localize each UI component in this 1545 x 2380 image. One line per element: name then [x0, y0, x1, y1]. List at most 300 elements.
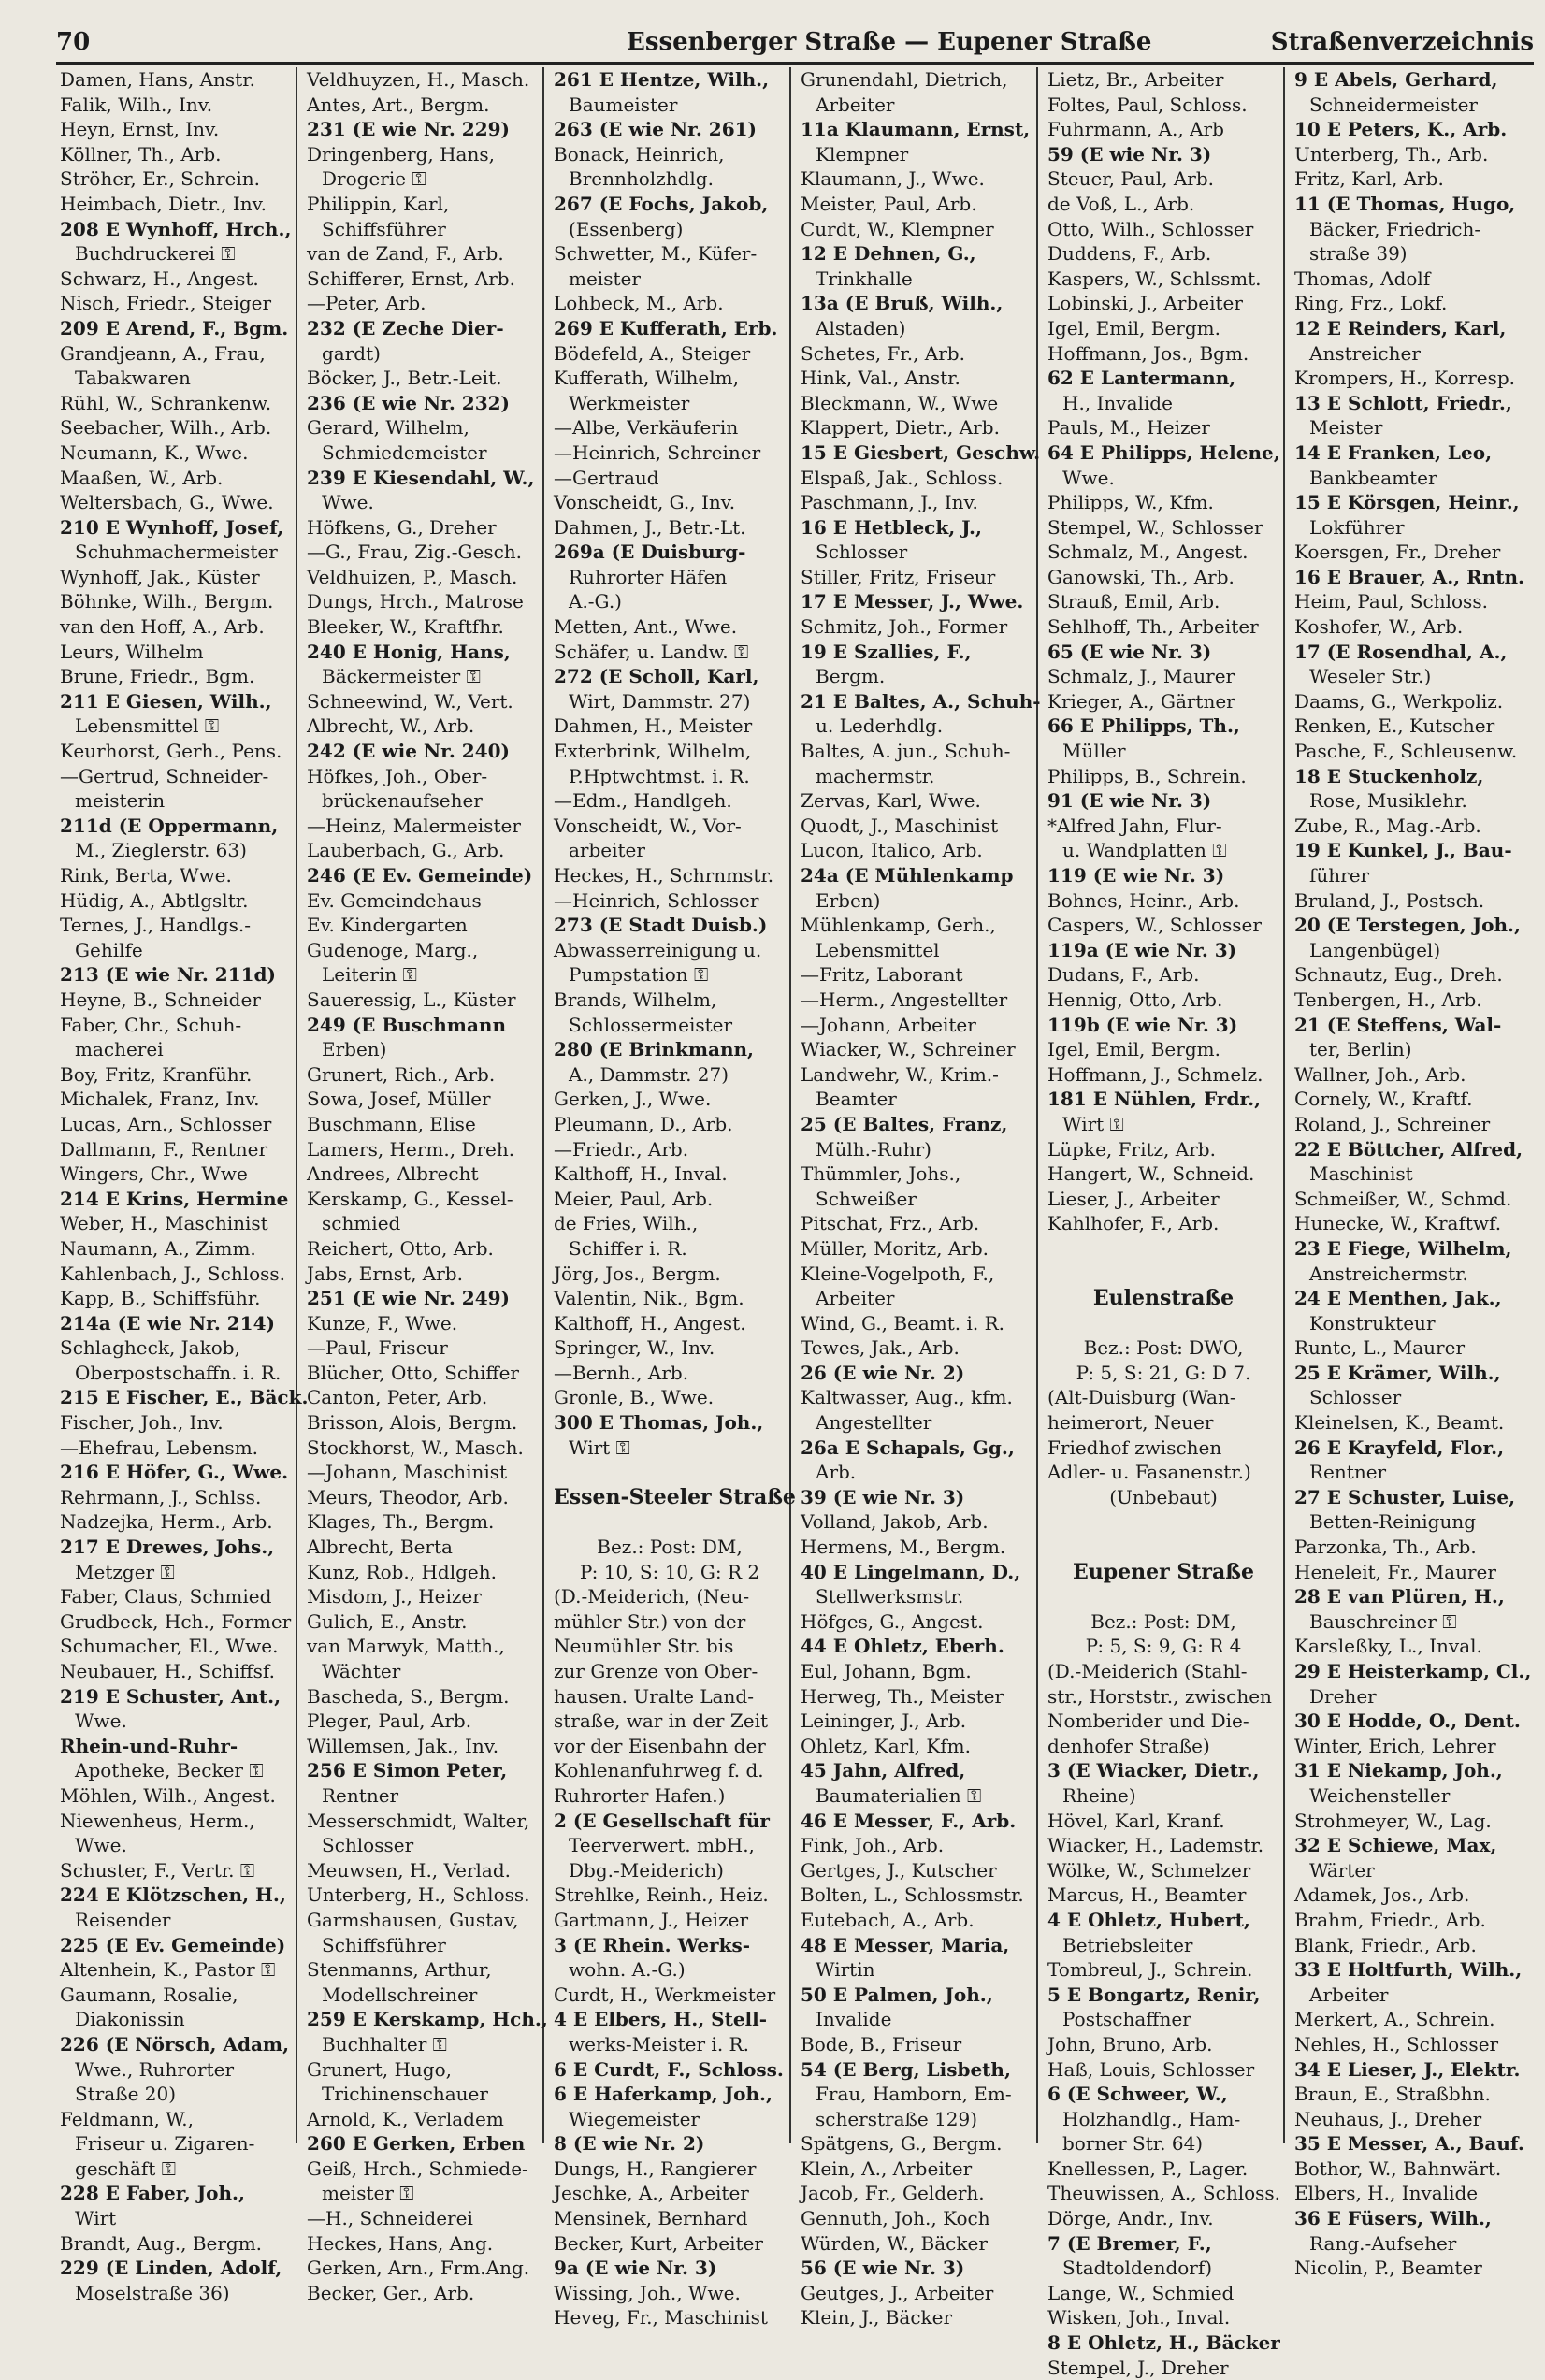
directory-line: Heneleit, Fr., Maurer: [1294, 1560, 1496, 1583]
directory-line: 8 (E wie Nr. 2): [554, 2132, 705, 2156]
directory-line: John, Bruno, Arb.: [1047, 2032, 1213, 2055]
directory-line: Andrees, Albrecht: [307, 1162, 479, 1186]
directory-line: Tombreul, J., Schrein.: [1047, 1958, 1253, 1982]
directory-line: Lokführer: [1309, 515, 1405, 539]
directory-line: Schmalz, M., Angest.: [1047, 541, 1249, 564]
directory-line: Ohletz, Karl, Kfm.: [801, 1734, 972, 1757]
directory-line: Bez.: Post: DM,: [1090, 1609, 1236, 1633]
directory-line: Langenbügel): [1309, 938, 1441, 961]
directory-line: Ruhrorter Hafen.): [554, 1783, 726, 1807]
directory-line: Blank, Friedr., Arb.: [1294, 1933, 1477, 1956]
directory-line: [554, 1460, 786, 1485]
directory-line: Heyne, B., Schneider: [60, 988, 261, 1011]
directory-line: 16 E Brauer, A., Rntn.: [1294, 565, 1524, 588]
directory-line: Kahlhofer, F., Arb.: [1047, 1212, 1220, 1235]
directory-line: Heimbach, Dietr., Inv.: [60, 192, 267, 215]
street-heading: Essen-Steeler Straße: [554, 1484, 796, 1509]
directory-line: Ev. Gemeindehaus: [307, 888, 482, 912]
directory-line: Meier, Paul, Arb.: [554, 1187, 714, 1210]
directory-line: Dringenberg, Hans,: [307, 142, 495, 166]
directory-line: Albrecht, Berta: [307, 1536, 453, 1559]
directory-line: —Ehefrau, Lebensm.: [60, 1435, 259, 1459]
directory-line: Albrecht, W., Arb.: [307, 714, 475, 738]
directory-line: Quodt, J., Maschinist: [801, 814, 999, 837]
directory-line: (Alt-Duisburg (Wan-: [1047, 1386, 1236, 1409]
directory-line: [1047, 1509, 1279, 1535]
directory-line: —Edm., Handlgeh.: [554, 789, 732, 813]
directory-line: Pleger, Paul, Arb.: [307, 1709, 472, 1733]
directory-line: Hangert, W., Schneid.: [1047, 1162, 1255, 1186]
directory-line: 31 E Niekamp, Joh.,: [1294, 1759, 1503, 1782]
directory-line: Exterbrink, Wilhelm,: [554, 740, 752, 763]
directory-line: Brisson, Alois, Bergm.: [307, 1411, 518, 1435]
directory-line: Wind, G., Beamt. i. R.: [801, 1311, 1005, 1334]
directory-line: 208 E Wynhoff, Hrch.,: [60, 217, 292, 240]
directory-line: Dahmen, H., Meister: [554, 714, 753, 738]
directory-line: Feldmann, W.,: [60, 2107, 194, 2130]
directory-line: [1047, 1262, 1279, 1287]
directory-line: 213 (E wie Nr. 211d): [60, 963, 276, 987]
directory-line: Niewenheus, Herm.,: [60, 1809, 255, 1832]
directory-line: Naumann, A., Zimm.: [60, 1236, 256, 1260]
directory-line: Elbers, H., Invalide: [1294, 2182, 1479, 2205]
directory-line: 300 E Thomas, Joh.,: [554, 1411, 764, 1435]
directory-line: Haß, Louis, Schlosser: [1047, 2057, 1255, 2081]
directory-line: 242 (E wie Nr. 240): [307, 740, 511, 763]
directory-line: 6 E Haferkamp, Joh.,: [554, 2083, 772, 2106]
directory-line: Bauschreiner ⚿: [1309, 1609, 1457, 1633]
directory-line: Ganowski, Th., Arb.: [1047, 565, 1235, 588]
directory-line: Bez.: Post: DWO,: [1083, 1336, 1244, 1360]
directory-line: Ruhrorter Häfen: [569, 565, 728, 588]
directory-line: Alstaden): [816, 316, 906, 339]
directory-line: Hoffmann, Jos., Bgm.: [1047, 341, 1249, 365]
directory-line: Metzger ⚿: [75, 1560, 175, 1583]
directory-line: 18 E Stuckenholz,: [1294, 764, 1484, 787]
directory-line: 20 (E Terstegen, Joh.,: [1294, 914, 1521, 937]
directory-line: 64 E Philipps, Helene,: [1047, 440, 1280, 464]
directory-line: scherstraße 129): [816, 2107, 978, 2130]
directory-line: Schiffer i. R.: [569, 1236, 687, 1260]
directory-line: 181 E Nühlen, Frdr.,: [1047, 1088, 1262, 1111]
directory-line: Buchhalter ⚿: [322, 2032, 447, 2055]
directory-line: Buchdruckerei ⚿: [75, 242, 236, 266]
directory-line: Wiacker, W., Schreiner: [801, 1038, 1016, 1061]
directory-line: Klein, J., Bäcker: [801, 2306, 953, 2330]
directory-line: schmied: [322, 1212, 401, 1235]
directory-line: 21 E Baltes, A., Schuh-: [801, 689, 1041, 713]
directory-line: Rühl, W., Schrankenw.: [60, 391, 272, 414]
directory-line: Kunz, Rob., Hdlgeh.: [307, 1560, 498, 1583]
directory-line: Koersgen, Fr., Dreher: [1294, 541, 1501, 564]
directory-line: 39 (E wie Nr. 3): [801, 1485, 965, 1508]
directory-line: Ternes, J., Handlgs.-: [60, 914, 252, 937]
directory-line: Bödefeld, A., Steiger: [554, 341, 751, 365]
directory-line: str., Horststr., zwischen: [1047, 1684, 1272, 1708]
directory-line: 14 E Franken, Leo,: [1294, 440, 1493, 464]
directory-line: Philippin, Karl,: [307, 192, 450, 215]
directory-line: Schiffsführer: [322, 1933, 446, 1956]
directory-line: Philipps, B., Schrein.: [1047, 764, 1247, 787]
directory-line: Klempner: [816, 142, 909, 166]
directory-line: Grandjeann, A., Frau,: [60, 341, 266, 365]
directory-line: Beamter: [816, 1088, 897, 1111]
directory-line: Schmitz, Joh., Former: [801, 615, 1008, 639]
directory-line: Reisender: [75, 1908, 171, 1931]
directory-line: Arb.: [816, 1461, 857, 1484]
directory-line: Stempel, W., Schlosser: [1047, 515, 1263, 539]
directory-line: Veldhuizen, P., Masch.: [307, 565, 518, 588]
directory-line: Gronle, B., Wwe.: [554, 1386, 715, 1409]
directory-line: 24a (E Mühlenkamp: [801, 864, 1014, 887]
directory-line: 214a (E wie Nr. 214): [60, 1311, 275, 1334]
directory-line: Kohlenanfuhrweg f. d.: [554, 1759, 764, 1782]
directory-line: Arbeiter: [816, 93, 895, 116]
directory-line: —Herm., Angestellter: [801, 988, 1008, 1011]
directory-line: —Johann, Arbeiter: [801, 1013, 976, 1036]
directory-line: Arbeiter: [1309, 1983, 1389, 2006]
directory-line: Ströher, Er., Schrein.: [60, 167, 260, 191]
directory-line: Tewes, Jak., Arb.: [801, 1336, 960, 1360]
directory-line: Duddens, F., Arb.: [1047, 242, 1212, 266]
directory-line: Lietz, Br., Arbeiter: [1047, 68, 1224, 91]
directory-line: Dallmann, F., Rentner: [60, 1137, 268, 1161]
directory-line: 236 (E wie Nr. 232): [307, 391, 511, 414]
directory-line: 34 E Lieser, J., Elektr.: [1294, 2057, 1521, 2081]
directory-line: Weseler Str.): [1309, 665, 1432, 688]
directory-line: 231 (E wie Nr. 229): [307, 118, 511, 141]
directory-line: führer: [1309, 864, 1370, 887]
directory-line: Schuhmachermeister: [75, 541, 278, 564]
directory-line: 251 (E wie Nr. 249): [307, 1287, 511, 1310]
directory-line: M., Zieglerstr. 63): [75, 839, 247, 862]
directory-line: Böcker, J., Betr.-Leit.: [307, 367, 502, 390]
directory-line: P.Hptwchtmst. i. R.: [569, 764, 750, 787]
directory-line: Mensinek, Bernhard: [554, 2207, 748, 2230]
directory-line: Jacob, Fr., Gelderh.: [801, 2182, 985, 2205]
directory-line: Garmshausen, Gustav,: [307, 1908, 519, 1931]
directory-line: Meurs, Theodor, Arb.: [307, 1485, 509, 1508]
directory-line: 4 E Elbers, H., Stell-: [554, 2008, 768, 2031]
directory-line: Vonscheidt, W., Vor-: [554, 814, 742, 837]
directory-line: Dudans, F., Arb.: [1047, 963, 1200, 987]
directory-line: Zervas, Karl, Wwe.: [801, 789, 981, 813]
directory-line: Weber, H., Maschinist: [60, 1212, 268, 1235]
directory-line: Grunert, Rich., Arb.: [307, 1062, 496, 1086]
directory-line: u. Wandplatten ⚿: [1062, 839, 1227, 862]
directory-line: Kaspers, W., Schlssmt.: [1047, 267, 1262, 290]
directory-line: —Heinrich, Schreiner: [554, 440, 761, 464]
directory-line: Gaumann, Rosalie,: [60, 1983, 238, 2006]
directory-line: Roland, J., Schreiner: [1294, 1112, 1491, 1135]
directory-line: Neubauer, H., Schiffsf.: [60, 1660, 275, 1682]
directory-line: Schweißer: [816, 1187, 917, 1210]
directory-line: [1047, 1311, 1279, 1336]
directory-line: Wirt: [75, 2207, 117, 2230]
directory-line: Kahlenbach, J., Schloss.: [60, 1262, 286, 1285]
directory-line: Wwe.: [1062, 466, 1115, 489]
directory-line: Böhnke, Wilh., Bergm.: [60, 590, 274, 613]
directory-line: Vonscheidt, G., Inv.: [554, 491, 736, 514]
directory-line: Buschmann, Elise: [307, 1112, 476, 1135]
directory-line: Saueressig, L., Küster: [307, 988, 516, 1011]
directory-line: Kleine-Vogelpoth, F.,: [801, 1262, 995, 1285]
directory-line: Sehlhoff, Th., Arbeiter: [1047, 615, 1259, 639]
directory-line: Mülh.-Ruhr): [816, 1137, 931, 1161]
directory-line: Rose, Musiklehr.: [1309, 789, 1467, 813]
directory-line: 8 E Ohletz, H., Bäcker: [1047, 2331, 1280, 2355]
directory-line: Curdt, W., Klempner: [801, 217, 994, 240]
directory-line: 66 E Philipps, Th.,: [1047, 714, 1240, 738]
directory-line: Tabakwaren: [75, 367, 191, 390]
directory-line: 26 (E wie Nr. 2): [801, 1361, 965, 1384]
directory-line: 256 E Simon Peter,: [307, 1759, 508, 1782]
directory-line: Neuhaus, J., Dreher: [1294, 2107, 1482, 2130]
directory-line: Angestellter: [816, 1411, 932, 1435]
directory-line: macherei: [75, 1038, 164, 1061]
directory-line: 15 E Körsgen, Heinr.,: [1294, 491, 1520, 514]
directory-line: Bez.: Post: DM,: [597, 1536, 743, 1559]
directory-line: 17 (E Rosendhal, A.,: [1294, 640, 1508, 663]
directory-line: Wissing, Joh., Wwe.: [554, 2281, 741, 2304]
directory-line: 50 E Palmen, Joh.,: [801, 1983, 993, 2006]
directory-line: wohn. A.-G.): [569, 1958, 686, 1982]
directory-line: —Bernh., Arb.: [554, 1361, 689, 1384]
directory-line: Faber, Chr., Schuh-: [60, 1013, 242, 1036]
directory-line: Landwehr, W., Krim.-: [801, 1062, 999, 1086]
directory-line: Renken, E., Kutscher: [1294, 714, 1495, 738]
directory-line: 13a (E Bruß, Wilh.,: [801, 292, 1004, 315]
directory-line: Merkert, A., Schrein.: [1294, 2008, 1495, 2031]
directory-line: Schneidermeister: [1309, 93, 1478, 116]
directory-line: Schuster, F., Vertr. ⚿: [60, 1858, 255, 1882]
directory-line: 239 E Kiesendahl, W.,: [307, 466, 535, 489]
directory-line: Leiterin ⚿: [322, 963, 417, 987]
directory-line: 119b (E wie Nr. 3): [1047, 1013, 1238, 1036]
directory-line: Ev. Kindergarten: [307, 914, 468, 937]
directory-line: Strehlke, Reinh., Heiz.: [554, 1883, 769, 1907]
directory-line: u. Lederhdlg.: [816, 714, 944, 738]
directory-line: 54 (E Berg, Lisbeth,: [801, 2057, 1011, 2081]
directory-line: Philipps, W., Kfm.: [1047, 491, 1214, 514]
directory-line: Schlosser: [816, 541, 908, 564]
directory-line: Betriebsleiter: [1062, 1933, 1193, 1956]
directory-line: —Albe, Verkäuferin: [554, 416, 739, 440]
directory-line: Neumann, K., Wwe.: [60, 440, 249, 464]
directory-line: Messerschmidt, Walter,: [307, 1809, 530, 1832]
directory-line: Cornely, W., Kraftf.: [1294, 1088, 1473, 1111]
directory-line: Holzhandlg., Ham-: [1062, 2107, 1241, 2130]
directory-line: [554, 1509, 786, 1535]
column-5: [1044, 67, 1285, 2379]
directory-line: Betten-Reinigung: [1309, 1510, 1477, 1534]
directory-line: 10 E Peters, K., Arb.: [1294, 118, 1508, 141]
directory-line: Rink, Berta, Wwe.: [60, 864, 232, 887]
directory-line: [1047, 1236, 1279, 1262]
directory-line: 46 E Messer, F., Arb.: [801, 1809, 1017, 1832]
directory-title: Straßenverzeichnis: [1270, 28, 1534, 56]
directory-line: straße, war in der Zeit: [554, 1709, 769, 1733]
directory-line: Neumühler Str. bis: [554, 1635, 734, 1658]
directory-line: Hoffmann, J., Schmelz.: [1047, 1062, 1263, 1086]
directory-line: Wächter: [322, 1660, 401, 1682]
directory-line: 48 E Messer, Maria,: [801, 1933, 1010, 1956]
directory-line: Schmalz, J., Maurer: [1047, 665, 1235, 688]
directory-line: Brandt, Aug., Bergm.: [60, 2231, 263, 2255]
column-6: [1291, 67, 1532, 2280]
directory-line: Wärter: [1309, 1858, 1375, 1882]
directory-line: 21 (E Steffens, Wal-: [1294, 1013, 1502, 1036]
directory-line: Kapp, B., Schiffsführ.: [60, 1287, 261, 1310]
directory-line: Schlosser: [1309, 1386, 1402, 1409]
directory-line: Bascheda, S., Bergm.: [307, 1684, 510, 1708]
directory-line: 272 (E Scholl, Karl,: [554, 665, 759, 688]
directory-line: Baumeister: [569, 93, 678, 116]
directory-line: borner Str. 64): [1062, 2132, 1204, 2156]
directory-line: Schumacher, El., Wwe.: [60, 1635, 279, 1658]
directory-line: 216 E Höfer, G., Wwe.: [60, 1461, 289, 1484]
directory-line: van de Zand, F., Arb.: [307, 242, 504, 266]
column-1: [56, 67, 309, 2304]
column-2: [303, 67, 548, 2304]
directory-line: Schmiedemeister: [322, 440, 487, 464]
directory-line: Kaltwasser, Aug., kfm.: [801, 1386, 1013, 1409]
directory-line: 33 E Holtfurth, Wilh.,: [1294, 1958, 1523, 1982]
directory-line: Wiegemeister: [569, 2107, 700, 2130]
directory-line: 16 E Hetbleck, J.,: [801, 515, 982, 539]
directory-line: machermstr.: [816, 764, 935, 787]
directory-line: 11a Klaumann, Ernst,: [801, 118, 1031, 141]
directory-line: Fischer, Joh., Inv.: [60, 1411, 224, 1435]
directory-line: Klappert, Dietr., Arb.: [801, 416, 1000, 440]
directory-line: 9 E Abels, Gerhard,: [1294, 68, 1498, 91]
directory-line: Wingers, Chr., Wwe: [60, 1162, 248, 1186]
directory-line: Wwe.: [322, 491, 374, 514]
directory-line: 240 E Honig, Hans,: [307, 640, 511, 663]
directory-line: 36 E Füsers, Wilh.,: [1294, 2207, 1492, 2230]
directory-line: Bankbeamter: [1309, 466, 1437, 489]
directory-line: 12 E Reinders, Karl,: [1294, 316, 1507, 339]
directory-line: Schiffsführer: [322, 217, 446, 240]
directory-line: 211 E Giesen, Wilh.,: [60, 689, 272, 713]
directory-line: —Johann, Maschinist: [307, 1461, 508, 1484]
directory-line: 229 (E Linden, Adolf,: [60, 2257, 282, 2280]
directory-line: meisterin: [75, 789, 166, 813]
directory-line: Boy, Fritz, Kranführ.: [60, 1062, 253, 1086]
directory-line: (Unbebaut): [1109, 1485, 1218, 1508]
directory-line: Jabs, Ernst, Arb.: [307, 1262, 463, 1285]
directory-line: Lauberbach, G., Arb.: [307, 839, 505, 862]
directory-line: Bruland, J., Postsch.: [1294, 888, 1485, 912]
directory-line: Volland, Jakob, Arb.: [801, 1510, 989, 1534]
directory-line: Kalthoff, H., Angest.: [554, 1311, 746, 1334]
directory-line: Höfges, G., Angest.: [801, 1609, 984, 1633]
directory-line: Theuwissen, A., Schloss.: [1047, 2182, 1281, 2205]
directory-line: mühler Str.) von der: [554, 1609, 746, 1633]
directory-line: 261 E Hentze, Wilh.,: [554, 68, 770, 91]
directory-line: de Fries, Wilh.,: [554, 1212, 699, 1235]
directory-line: Dahmen, J., Betr.-Lt.: [554, 515, 746, 539]
directory-line: Leininger, J., Arb.: [801, 1709, 967, 1733]
directory-line: Dungs, Hrch., Matrose: [307, 590, 524, 613]
directory-line: Thümmler, Johs.,: [801, 1162, 961, 1186]
directory-line: Gudenoge, Marg.,: [307, 938, 479, 961]
directory-line: de Voß, L., Arb.: [1047, 192, 1195, 215]
directory-line: Thomas, Adolf: [1294, 267, 1431, 290]
directory-line: Rang.-Aufseher: [1309, 2231, 1457, 2255]
directory-line: Spätgens, G., Bergm.: [801, 2132, 1003, 2156]
directory-line: Anstreichermstr.: [1309, 1262, 1468, 1285]
directory-line: Lieser, J., Arbeiter: [1047, 1187, 1220, 1210]
directory-line: A., Dammstr. 27): [569, 1062, 729, 1086]
directory-line: 11 (E Thomas, Hugo,: [1294, 192, 1516, 215]
directory-line: Igel, Emil, Bergm.: [1047, 1038, 1220, 1061]
directory-line: Invalide: [816, 2008, 892, 2031]
directory-line: Lucon, Italico, Arb.: [801, 839, 983, 862]
directory-line: 62 E Lantermann,: [1047, 367, 1236, 390]
directory-line: Bonack, Heinrich,: [554, 142, 725, 166]
directory-line: Strohmeyer, W., Lag.: [1294, 1809, 1492, 1832]
directory-line: 32 E Schiewe, Max,: [1294, 1834, 1497, 1857]
directory-line: 263 (E wie Nr. 261): [554, 118, 758, 141]
directory-line: Werkmeister: [569, 391, 690, 414]
directory-line: 27 E Schuster, Luise,: [1294, 1485, 1516, 1508]
directory-line: Elspaß, Jak., Schloss.: [801, 466, 1004, 489]
directory-line: 225 (E Ev. Gemeinde): [60, 1933, 286, 1956]
directory-line: 30 E Hodde, O., Dent.: [1294, 1709, 1521, 1733]
directory-line: Bleckmann, W., Wwe: [801, 391, 999, 414]
directory-line: Adler- u. Fasanenstr.): [1047, 1461, 1251, 1484]
directory-line: Wisken, Joh., Inval.: [1047, 2306, 1231, 2330]
directory-line: Strauß, Emil, Arb.: [1047, 590, 1220, 613]
directory-line: Adamek, Jos., Arb.: [1294, 1883, 1470, 1907]
directory-line: Eutebach, A., Arb.: [801, 1908, 975, 1931]
directory-line: ter, Berlin): [1309, 1038, 1412, 1061]
directory-line: Hunecke, W., Kraftwf.: [1294, 1212, 1502, 1235]
directory-line: Misdom, J., Heizer: [307, 1585, 482, 1608]
directory-line: 17 E Messer, J., Wwe.: [801, 590, 1024, 613]
directory-line: 7 (E Bremer, F.,: [1047, 2231, 1212, 2255]
directory-line: Klein, A., Arbeiter: [801, 2156, 973, 2180]
directory-line: Sowa, Josef, Müller: [307, 1088, 491, 1111]
directory-line: Nehles, H., Schlosser: [1294, 2032, 1499, 2055]
directory-line: Damen, Hans, Anstr.: [60, 68, 255, 91]
directory-line: Oberpostschaffn. i. R.: [75, 1361, 282, 1384]
directory-line: Dörge, Andr., Inv.: [1047, 2207, 1214, 2230]
directory-line: Pitschat, Frz., Arb.: [801, 1212, 980, 1235]
directory-line: 228 E Faber, Joh.,: [60, 2182, 245, 2205]
directory-line: Wirt, Dammstr. 27): [569, 689, 751, 713]
directory-line: —Heinz, Malermeister: [307, 814, 521, 837]
directory-line: Willemsen, Jak., Inv.: [307, 1734, 499, 1757]
directory-line: Unterberg, H., Schloss.: [307, 1883, 530, 1907]
directory-line: Modellschreiner: [322, 1983, 478, 2006]
directory-line: Heyn, Ernst, Inv.: [60, 118, 220, 141]
directory-line: Falik, Wilh., Inv.: [60, 93, 213, 116]
directory-line: Grunendahl, Dietrich,: [801, 68, 1008, 91]
directory-line: 25 E Krämer, Wilh.,: [1294, 1361, 1501, 1384]
directory-line: Parzonka, Th., Arb.: [1294, 1536, 1477, 1559]
directory-line: 23 E Fiege, Wilhelm,: [1294, 1236, 1512, 1260]
directory-line: 25 (E Baltes, Franz,: [801, 1112, 1008, 1135]
directory-line: 28 E van Plüren, H.,: [1294, 1585, 1505, 1608]
directory-columns: [56, 67, 1538, 2379]
directory-line: Pumpstation ⚿: [569, 963, 709, 987]
directory-line: A.-G.): [569, 590, 622, 613]
directory-line: P: 10, S: 10, G: R 2: [579, 1560, 760, 1583]
directory-line: 3 (E Rhein. Werks-: [554, 1933, 751, 1956]
directory-line: Kunze, F., Wwe.: [307, 1311, 458, 1334]
